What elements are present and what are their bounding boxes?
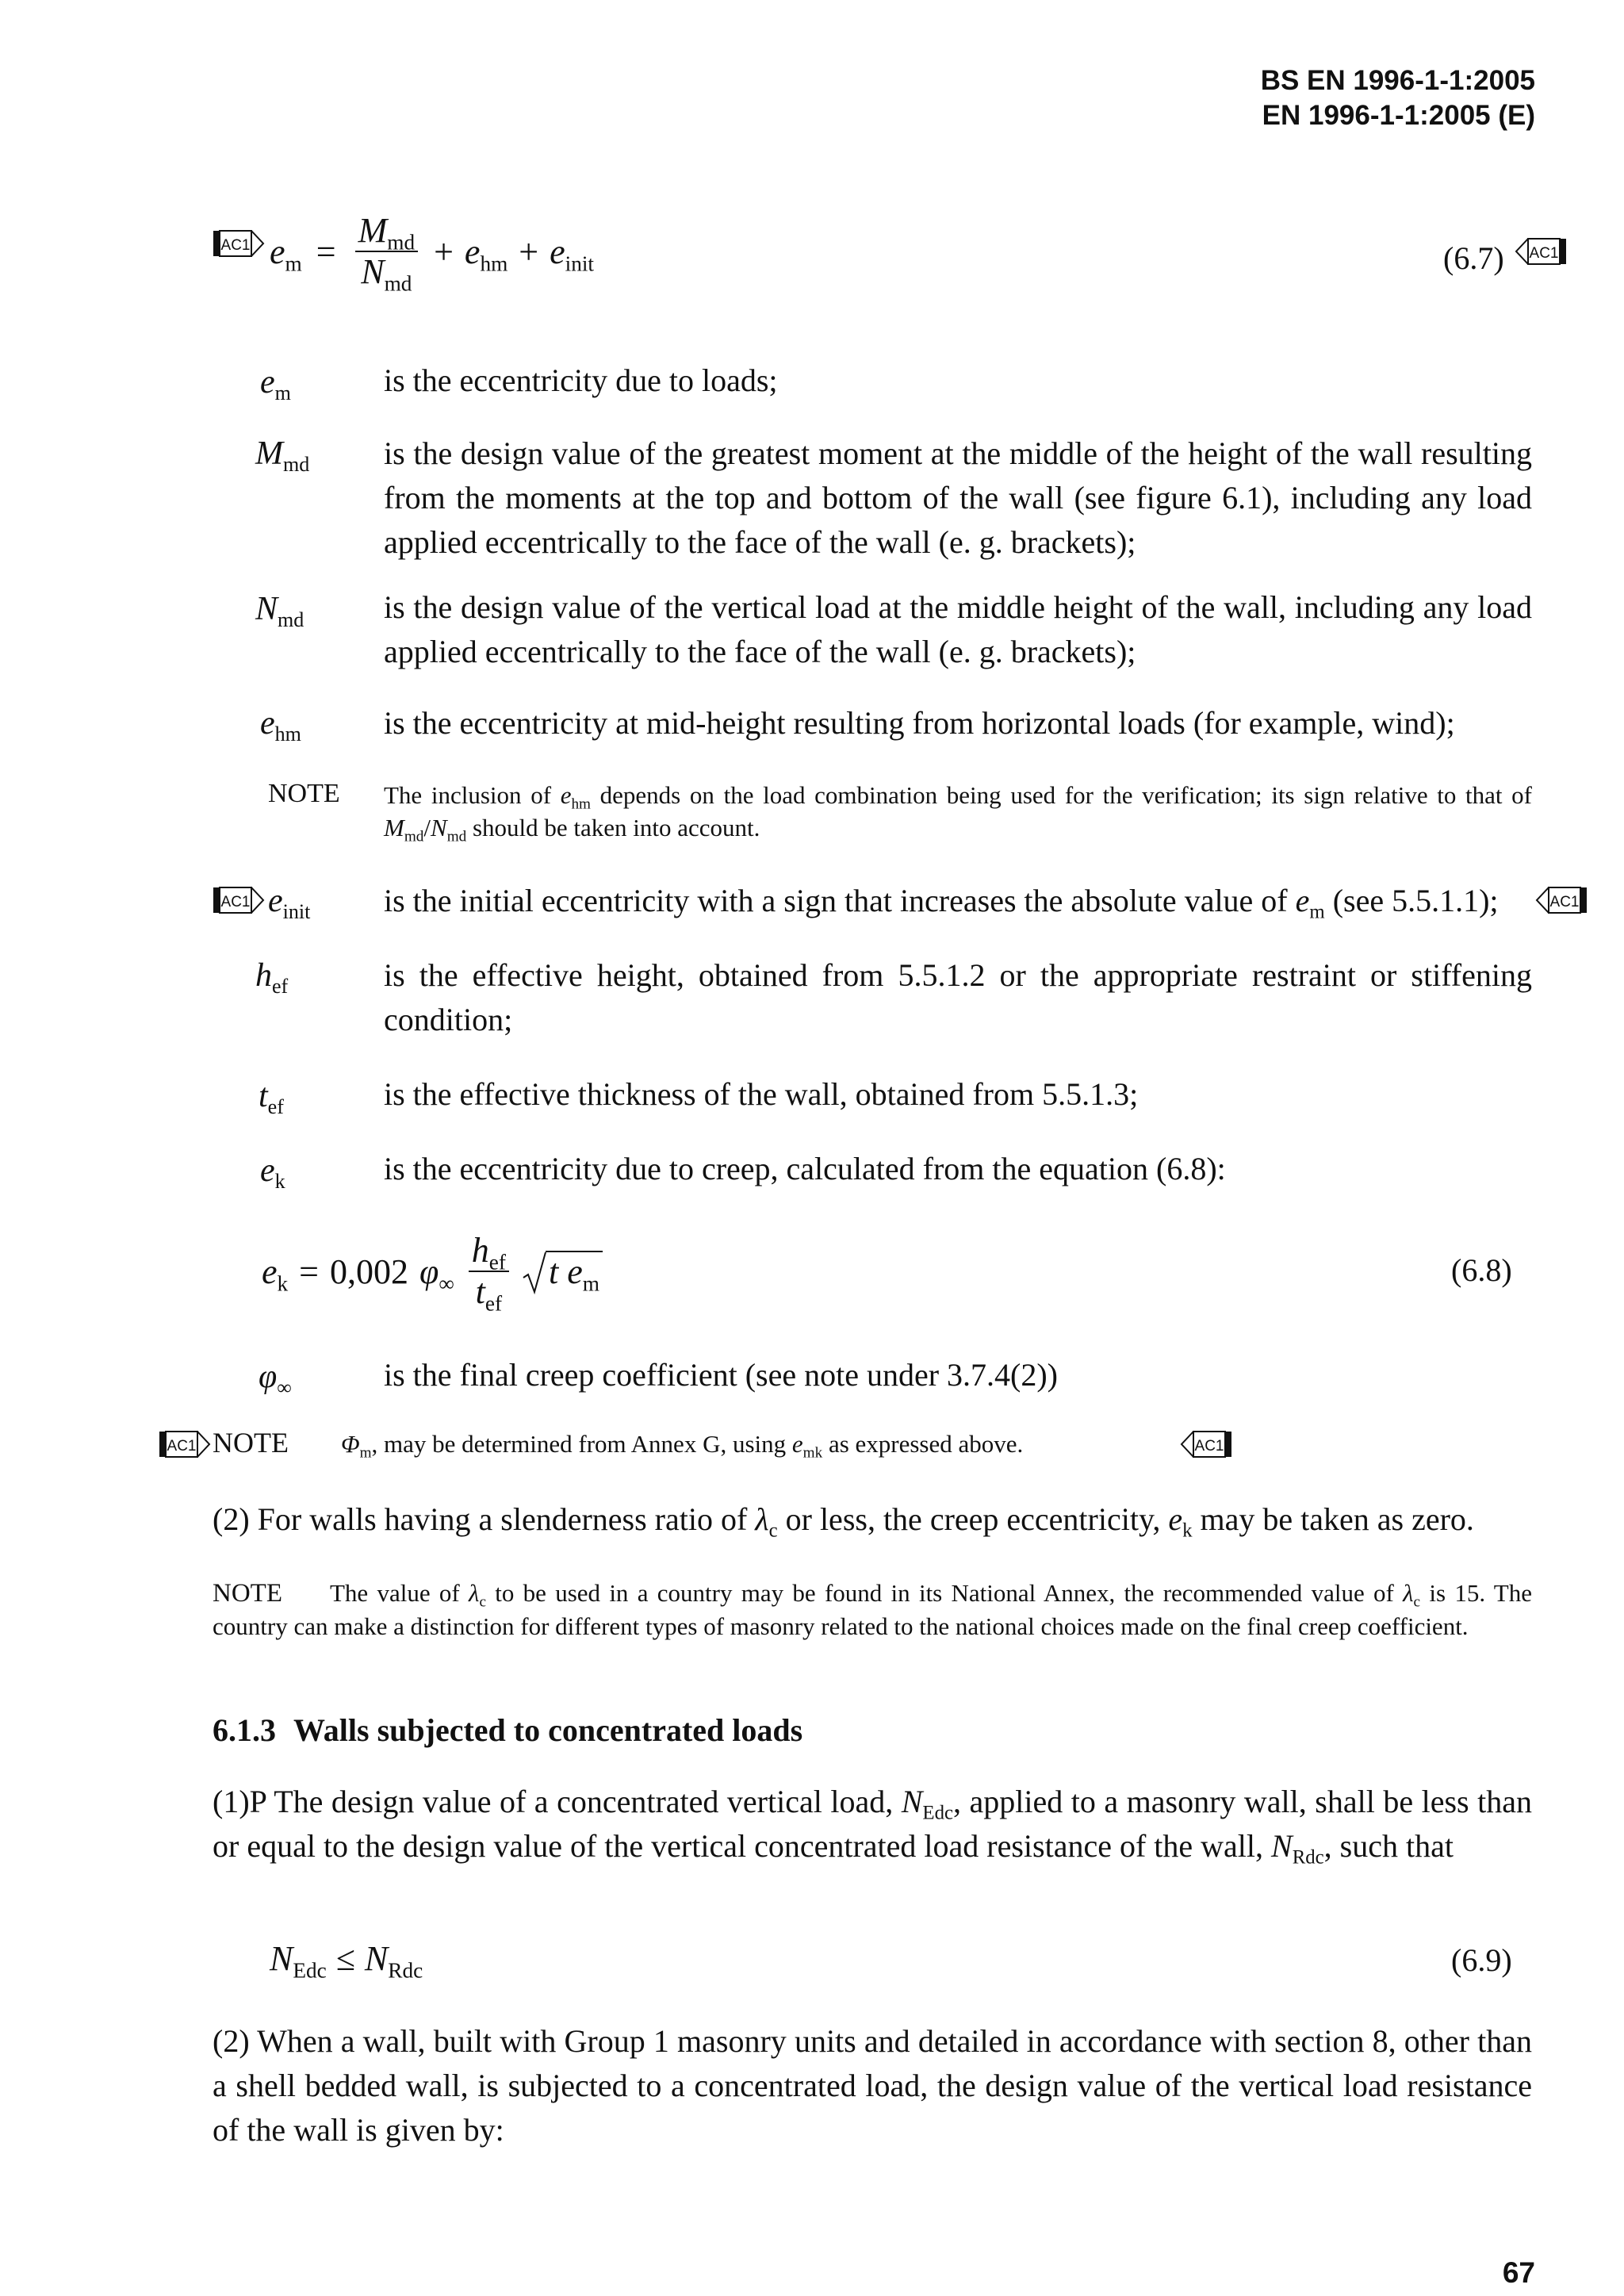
symbol-em: $e_m$ (260, 364, 291, 405)
svg-text:AC1: AC1 (1194, 1438, 1224, 1455)
note1-label: NOTE (268, 779, 340, 808)
svg-text:AC1: AC1 (220, 237, 251, 254)
ac1-start-marker-2 (213, 887, 266, 918)
square-root-icon (522, 1251, 547, 1295)
symbol-einit: $e_{init}$ (268, 883, 311, 924)
eq68-equals: = (299, 1251, 319, 1291)
ac1-close-marker-icon (1513, 238, 1568, 265)
definition-em: is the eccentricity due to loads; (384, 362, 778, 398)
header-line-1: BS EN 1996-1-1:2005 (1260, 65, 1535, 96)
symbol-nmd: $N_{md}$ (255, 591, 304, 632)
symbol-phi-infinity: $\varphi_\infty$ (259, 1359, 292, 1400)
symbol-ek: $e_k$ (260, 1152, 285, 1194)
eq68-fraction: $\frac{h_{ef}}{t_{ef}}$ (469, 1232, 509, 1310)
eq67-term-ehm: $e_{hm}$ (464, 232, 508, 276)
ac1-close-marker-icon (1178, 1431, 1234, 1458)
eq67-lhs: $e_m$ (270, 232, 302, 276)
ac1-close-marker-icon (1534, 887, 1589, 914)
definition-ek: is the eccentricity due to creep, calculated from the equation (6.8): (384, 1151, 1226, 1186)
ac1-end-marker-3 (1178, 1431, 1234, 1462)
section-title: Walls subjected to concentrated loads (293, 1712, 803, 1748)
eq68-number: (6.8) (1451, 1252, 1512, 1288)
definition-einit: is the initial eccentricity with a sign that increases the absolute value of $e_m$ (see 5.5.1.1); (384, 883, 1499, 923)
symbol-mmd: $M_{md}$ (255, 435, 310, 477)
ac1-open-marker-icon (213, 230, 266, 257)
note3: NOTE The value of $\lambda_c$ to be used in a country may be found in its National Annex, the recommended value of $\lambda_c$ is 15. The country can make a distinction for different types of masonry related to the national choices made on the final creep coefficient. (213, 1579, 1533, 1640)
note3-label: NOTE (213, 1579, 282, 1608)
definition-hef: is the effective height, obtained from 5.5.1.2 or the appropriate restraint or stiffening condition; (384, 957, 1532, 1037)
header-line-2: EN 1996-1-1:2005 (E) (1262, 100, 1535, 131)
ac1-end-marker (1513, 238, 1568, 269)
equation-6-9: $N_{Edc} \le N_{Rdc}$ (270, 1939, 423, 1983)
paragraph-creep-eccentricity: (2) For walls having a slenderness ratio of $\lambda_c$ or less, the creep eccentricity, $e_k$ may be taken as zero. (213, 1501, 1474, 1542)
eq67-fraction: $\frac{M_{md}}{N_{md}}$ (355, 213, 419, 290)
definition-nmd: is the design value of the vertical load at the middle height of the wall, including any load applied eccentrically to the face of the wall (e. g. brackets); (384, 589, 1532, 669)
eq68-phi: $\varphi_\infty$ (419, 1251, 454, 1296)
equation-6-8 (262, 1228, 603, 1315)
definition-ehm: is the eccentricity at mid-height resulting from horizontal loads (for example, wind); (384, 705, 1455, 741)
definition-phi: is the final creep coefficient (see note under 3.7.4(2)) (384, 1357, 1058, 1393)
eq67-equals: = (316, 232, 336, 271)
definition-tef: is the effective thickness of the wall, obtained from 5.5.1.3; (384, 1076, 1139, 1112)
svg-text:AC1: AC1 (1549, 894, 1580, 910)
definition-mmd: is the design value of the greatest moment at the middle of the height of the wall resulting from the moments at the top and bottom of the wall (see figure 6.1), including any load applied eccentrically to the face of the wall (e. g. brackets); (384, 435, 1532, 560)
standard-header (1261, 63, 1535, 133)
ac1-start-marker (213, 230, 266, 261)
eq67-term-einit: $e_{init}$ (550, 232, 594, 276)
section-heading-6-1-3 (213, 1711, 802, 1749)
paragraph-2-concentrated-load: (2) When a wall, built with Group 1 masonry units and detailed in accordance with section 8, other than a shell bedded wall, is subjected to a concentrated load, the design value of the vertical load resistance of the wall is given by: (213, 2023, 1532, 2148)
eq67-plus-1: + (434, 232, 454, 271)
eq68-coefficient: 0,002 (330, 1251, 408, 1291)
symbol-hef: $h_{ef}$ (255, 957, 289, 999)
svg-text:AC1: AC1 (167, 1438, 197, 1455)
ac1-end-marker-2 (1534, 887, 1589, 918)
eq69-number: (6.9) (1451, 1942, 1512, 1978)
eq68-sqrt: t $e_m$ (522, 1251, 603, 1292)
note2-text: $\Phi_m$, may be determined from Annex G, using $e_{mk}$ as expressed above. (341, 1430, 1024, 1462)
symbol-ehm: $e_{hm}$ (260, 705, 301, 746)
note2-label: NOTE (213, 1427, 289, 1458)
eq67-number: (6.7) (1443, 240, 1504, 276)
svg-text:AC1: AC1 (1529, 245, 1559, 262)
eq67-plus-2: + (519, 232, 539, 271)
equation-6-7 (270, 211, 594, 296)
note1-text: The inclusion of $e_{hm}$ depends on the load combination being used for the verification; its sign relative to that of $M_{md}/N_{md}$ should be taken into account. (384, 781, 1532, 845)
ac1-start-marker-3 (159, 1431, 213, 1462)
symbol-tef: $t_{ef}$ (259, 1078, 284, 1119)
ac1-open-marker-icon (159, 1431, 213, 1458)
section-number: 6.1.3 (213, 1712, 276, 1748)
svg-text:AC1: AC1 (220, 894, 251, 910)
eq68-lhs: $e_k$ (262, 1251, 289, 1296)
ac1-open-marker-icon (213, 887, 266, 914)
paragraph-1p: (1)P The design value of a concentrated vertical load, $N_{Edc}$, applied to a masonry wall, shall be less than or equal to the design value of the vertical concentrated load resistance of the wall, $N_{Rdc}$, such that (213, 1784, 1532, 1869)
page-number: 67 (1502, 2256, 1535, 2289)
